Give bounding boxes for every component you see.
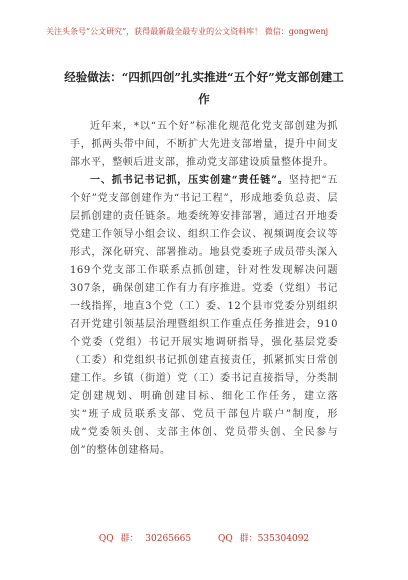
document-body xyxy=(70,118,338,460)
qq-group-1: QQ 群： 30265665 xyxy=(98,534,192,544)
promo-banner: 关注头条号“公文研究”，获得最新最全最专业的公文资料库！ 微信：gongwenj xyxy=(46,27,329,36)
document-title: 经验做法：“四抓四创”扎实推进“五个好”党支部创建工作 xyxy=(64,70,344,106)
footer-contacts xyxy=(0,532,408,546)
section-1-paragraph xyxy=(70,172,338,460)
intro-paragraph: 近年来，*以“五个好”标准化规范化党支部创建为抓手，抓两头带中间，不断扩大先进支部增量，提升中间支部水平，整顿后进支部，推动党支部建设质量整体提升。 xyxy=(70,121,338,168)
section-1-body: 坚持把“五个好”党支部创建作为“书记工程”，形成地委负总责、层层抓创建的责任链条。地委统筹安排部署，通过召开地委党建工作领导小组会议、组织工作会议、视频调度会议等形式，深化研究、部署推动。地县党委班子成员带头深入169个党支部工作联系点抓创建，针对性发现解决问题307条，确保创建工作有力有序推进。党委（党组）书记一线指挥，地直3个党（工）委、12个县市党委分别组织召开党建引领基层治理暨组织工作重点任务推进会，910个党委（党组）书记开展实地调研指导，强化基层党委（工委）和党组织书记抓创建直接责任，抓紧抓实日常创建工作。乡镇（街道）党（工）委书记直接指导，分类制定创建规划、明确创建目标、细化工作任务，建立落实“班子成员联系支部、党员干部包片联户”制度，形成“党委领头创、支部主体创、党员带头创、全民参与创”的整体创建格局。 xyxy=(70,175,338,456)
qq-group-2: QQ 群：535304092 xyxy=(218,534,310,544)
section-1-heading: 一、抓书记书记抓，压实创建“责任链”。 xyxy=(90,175,289,186)
